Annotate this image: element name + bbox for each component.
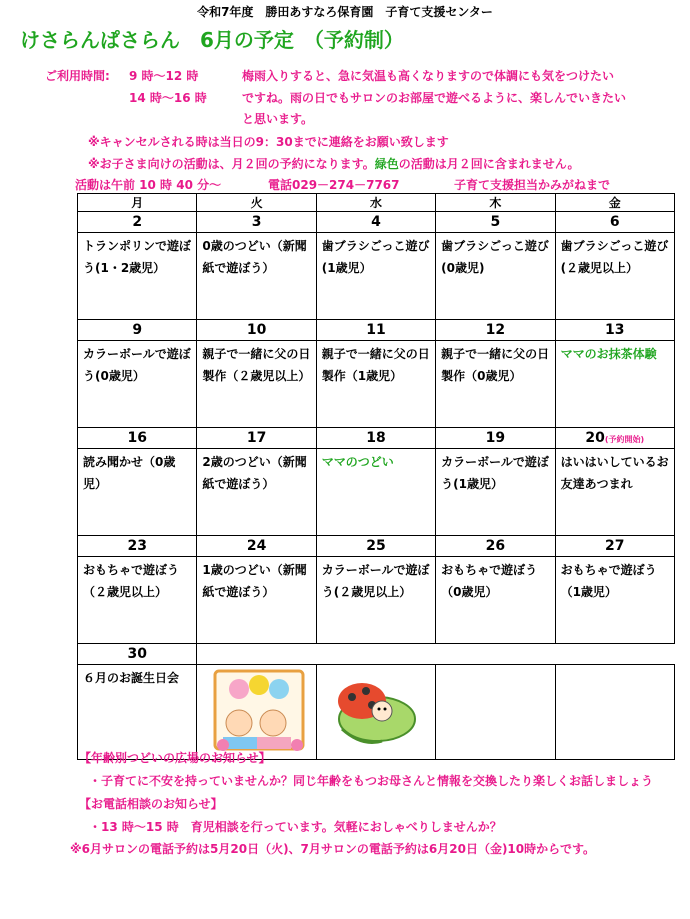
header-org: 令和7年度 勝田あすなろ保育園 子育て支援センター — [197, 5, 493, 19]
day-mon: 月 — [78, 194, 197, 212]
kids-window-illustration — [209, 667, 309, 753]
start-time-note: 活動は午前 10 時 40 分～ — [75, 178, 222, 192]
date-cell: 5 — [436, 212, 555, 233]
activity-cell: 歯ブラシごっこ遊び(２歳児以上） — [555, 233, 674, 320]
activity-cell: 親子で一緒に父の日製作（0歳児） — [436, 341, 555, 428]
date-cell: 9 — [78, 320, 197, 341]
hours-label: ご利用時間: — [45, 69, 110, 83]
date-cell: 19 — [436, 428, 555, 449]
calendar-header-row — [78, 194, 675, 212]
notice-heading-1: 【年齢別つどいの広場のお知らせ】 — [79, 751, 271, 765]
date-cell: 11 — [316, 320, 435, 341]
empty-cell — [436, 644, 555, 665]
activity-cell: おもちゃで遊ぼう（1歳児） — [555, 557, 674, 644]
activity-cell: カラーボールで遊ぼう(２歳児以上） — [316, 557, 435, 644]
intro-message-1: 梅雨入りすると、急に気温も高くなりますので体調にも気をつけたい — [242, 69, 615, 83]
hours-morning: 9 時～12 時 — [129, 69, 199, 83]
date-cell — [555, 428, 674, 449]
activity-row — [78, 449, 675, 536]
activity-cell: トランポリンで遊ぼう(1・2歳児） — [78, 233, 197, 320]
activity-cell: 歯ブラシごっこ遊び(0歳児) — [436, 233, 555, 320]
empty-cell — [555, 644, 674, 665]
activity-cell-green: ママのお抹茶体験 — [555, 341, 674, 428]
date-cell: 18 — [316, 428, 435, 449]
date-cell: 17 — [197, 428, 316, 449]
cancel-note: ※キャンセルされる時は当日の9：30までに連絡をお願い致します — [88, 135, 449, 149]
date-row — [78, 428, 675, 449]
activity-cell: カラーボールで遊ぼう(1歳児） — [436, 449, 555, 536]
date-cell: 24 — [197, 536, 316, 557]
activity-cell: カラーボールで遊ぼう(0歳児） — [78, 341, 197, 428]
activity-cell: 親子で一緒に父の日製作（1歳児） — [316, 341, 435, 428]
activity-row — [78, 233, 675, 320]
activity-cell: 親子で一緒に父の日製作（２歳児以上） — [197, 341, 316, 428]
activity-row — [78, 557, 675, 644]
activity-row — [78, 665, 675, 760]
activity-cell: 読み聞かせ（0歳児） — [78, 449, 197, 536]
notice-text-1: ・子育てに不安を持っていませんか？同じ年齢をもつお母さんと情報を交換したり楽しくお話しましょう — [89, 774, 654, 788]
date-cell: 30 — [78, 644, 197, 665]
activity-cell-green: ママのつどい — [316, 449, 435, 536]
date-cell: 4 — [316, 212, 435, 233]
illustration-cell — [316, 665, 435, 760]
ladybug-illustration — [322, 667, 422, 747]
date-cell: 27 — [555, 536, 674, 557]
kids-note — [88, 155, 579, 172]
date-cell: 3 — [197, 212, 316, 233]
date-cell: 12 — [436, 320, 555, 341]
date-row — [78, 536, 675, 557]
activity-cell: おもちゃで遊ぼう（0歳児） — [436, 557, 555, 644]
intro-message-2: ですね。雨の日でもサロンのお部屋で遊べるように、楽しんでいきたい — [242, 91, 627, 105]
date-cell: 10 — [197, 320, 316, 341]
illustration-cell — [197, 665, 316, 760]
activity-cell: はいはいしているお友達あつまれ — [555, 449, 674, 536]
day-tue: 火 — [197, 194, 316, 212]
hours-afternoon: 14 時～16 時 — [129, 91, 207, 105]
activity-cell: 歯ブラシごっこ遊び(1歳児） — [316, 233, 435, 320]
date-cell: 13 — [555, 320, 674, 341]
notice-heading-2: 【お電話相談のお知らせ】 — [79, 797, 223, 811]
empty-cell — [197, 644, 316, 665]
date-cell: 25 — [316, 536, 435, 557]
activity-cell: おもちゃで遊ぼう（２歳児以上） — [78, 557, 197, 644]
day-fri: 金 — [555, 194, 674, 212]
date-row — [78, 644, 675, 665]
page-title: けさらんぱさらん 6月の予定 （予約制） — [20, 28, 404, 52]
activity-row — [78, 341, 675, 428]
phone-number: 電話029－274－7767 — [268, 178, 400, 192]
kids-note-a: ※お子さま向けの活動は、月２回の予約になります。 — [88, 157, 375, 171]
empty-cell — [316, 644, 435, 665]
date-cell: 26 — [436, 536, 555, 557]
reservation-schedule-note: ※6月サロンの電話予約は5月20日（火)、7月サロンの電話予約は6月20日（金)10時からです。 — [70, 842, 596, 856]
date-cell: 2 — [78, 212, 197, 233]
day-wed: 水 — [316, 194, 435, 212]
empty-cell — [436, 665, 555, 760]
activity-cell: 1歳のつどい（新聞紙で遊ぼう） — [197, 557, 316, 644]
kids-note-b: の活動は月２回に含まれません。 — [398, 157, 580, 171]
date-number: 20 — [585, 430, 605, 446]
activity-cell: 0歳のつどい（新聞紙で遊ぼう） — [197, 233, 316, 320]
calendar-table — [77, 193, 675, 760]
intro-message-3: と思います。 — [242, 112, 314, 126]
date-cell: 6 — [555, 212, 674, 233]
activity-cell: 2歳のつどい（新聞紙で遊ぼう） — [197, 449, 316, 536]
activity-cell: ６月のお誕生日会 — [78, 665, 197, 760]
date-row — [78, 212, 675, 233]
reservation-start-note: (予約開始) — [604, 435, 645, 444]
day-thu: 木 — [436, 194, 555, 212]
empty-cell — [555, 665, 674, 760]
kids-note-green: 緑色 — [374, 157, 399, 171]
date-cell: 23 — [78, 536, 197, 557]
date-row — [78, 320, 675, 341]
date-cell: 16 — [78, 428, 197, 449]
staff-note: 子育て支援担当かみがねまで — [454, 178, 611, 192]
notice-text-2: ・13 時～15 時 育児相談を行っています。気軽におしゃべりしませんか？ — [89, 820, 502, 834]
